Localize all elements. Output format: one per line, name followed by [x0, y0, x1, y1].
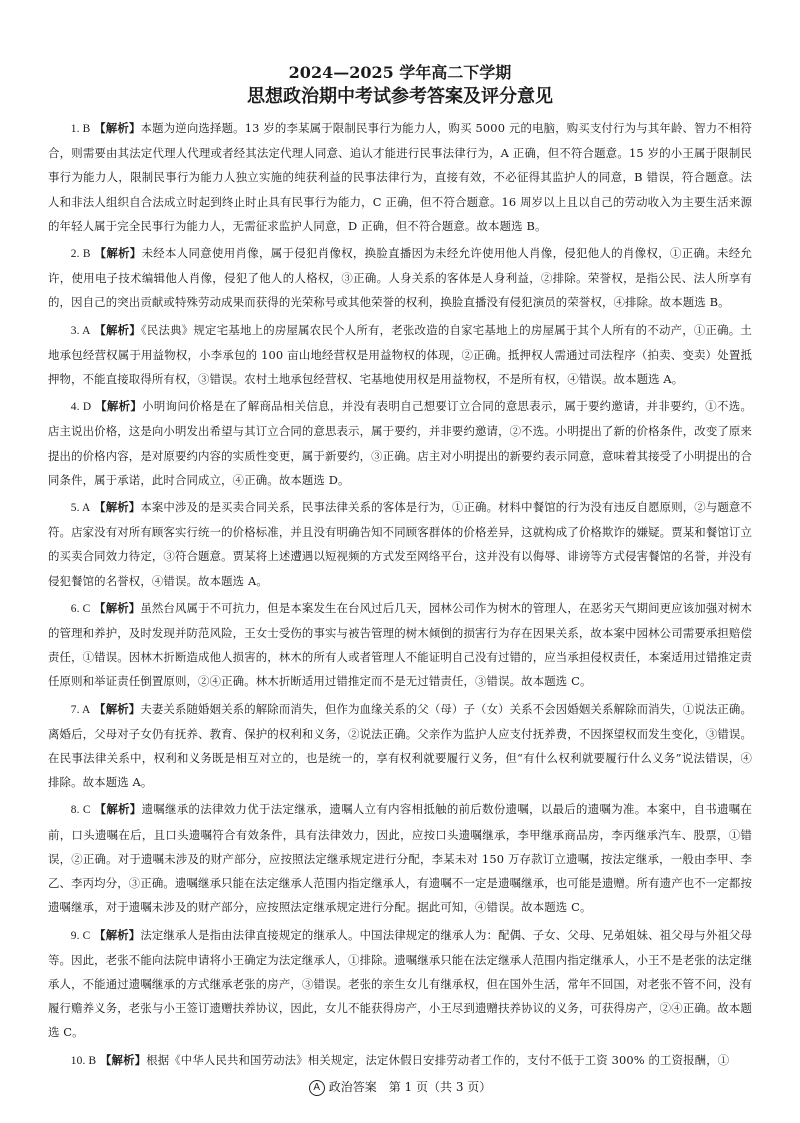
- answer-number: 7. A: [70, 703, 91, 716]
- analysis-tag: 【解析】: [94, 600, 141, 615]
- answer-explanation: 本题为逆向选择题。13 岁的李某属于限制民事行为能力人，购买 5000 元的电脑，购买支付行为与其年龄、智力不相符合，则需要由其法定代理人代理或者经其法定代理人同意、追认才能进行民事法律行为，A 正确，但不符合题意。15 岁的小王属于限制民事行为能力人，限制民事行为能力人独立实施的纯获利益的民事法律行为，直接有效，不必征得其监护人的同意，B 错误，符合题意。法人和非法人组织自合法成立时起到终止时止具有民事行为能力，C 正确，但不符合题意。16 周岁以上且以自己的劳动收入为主要生活来源的年轻人属于完全民事行为能力人，无需征求监护人同意，D 正确，但不符合题意。故本题选 B。: [48, 121, 752, 233]
- document-title: 思想政治期中考试参考答案及评分意见: [247, 86, 553, 107]
- analysis-tag: 【解析】: [94, 701, 141, 716]
- answer-explanation: 遗嘱继承的法律效力优于法定继承，遗嘱人立有内容相抵触的前后数份遗嘱，以最后的遗嘱为准。本案中，自书遗嘱在前，口头遗嘱在后，且口头遗嘱符合有效条件，具有法律效力，因此，应按口头遗嘱继承，李甲继承商品房，李丙继承汽车、股票，①错误，②正确。对于遗嘱未涉及的财产部分，应按照法定继承规定进行分配，李某未对 150 万存款订立遗嘱，按法定继承，一般由李甲、李乙、李丙均分，③正确。遗嘱继承只能在法定继承人范围内指定继承人，有遗嘱不一定是遗嘱继承，也可能是遗赠。所有遗产也不一定都按遗嘱继承，对于遗嘱未涉及的财产部分，应按照法定继承规定进行分配。据此可知，④错误。故本题选 C。: [48, 802, 752, 915]
- answer-item: [48, 797, 752, 919]
- answer-item: [48, 596, 752, 694]
- answer-number: 1. B: [70, 123, 91, 135]
- answer-document: [48, 62, 752, 1076]
- answer-number: 8. C: [70, 804, 91, 817]
- answer-item: [48, 1048, 752, 1073]
- answer-number: 4. D: [70, 401, 92, 414]
- analysis-tag: 【解析】: [95, 399, 143, 414]
- answer-number: 9. C: [70, 929, 91, 942]
- answer-explanation: 虽然台风属于不可抗力，但是本案发生在台风过后几天，园林公司作为树木的管理人，在恶劣天气期间更应该加强对树木的管理和养护，及时发现并防范风险，王女士受伤的事实与被告管理的树木倾倒的损害行为存在因果关系，故本案中园林公司需要承担赔偿责任，①错误。因林木折断造成他人损害的，林木的所有人或者管理人不能证明自己没有过错的，应当承担侵权责任，本案适用过错推定责任原则和举证责任倒置原则，②④正确。林木折断适用过错推定而不是无过错责任，③错误。故本题选 C。: [48, 600, 752, 689]
- answer-number: 5. A: [70, 502, 91, 515]
- circle-a-icon: A: [309, 1080, 325, 1096]
- answer-explanation: 法定继承人是指由法律直接规定的继承人。中国法律规定的继承人为：配偶、子女、父母、兄弟姐妹、祖父母与外祖父母等。因此，老张不能向法院申请将小王确定为法定继承人，①排除。遗嘱继承只能在法定继承人范围内指定继承人，小王不是老张的法定继承人，不能通过遗嘱继承的方式继承老张的房产，③错误。老张的亲生女儿有继承权，但在国外生活，常年不回国，对老张不管不问，没有履行赡养义务，老张与小王签订遗赠扶养协议，因此，女儿不能获得房产，小王尽到遗赠扶养协议的义务，可获得房产，②④正确。故本题选 C。: [48, 927, 752, 1040]
- answer-item: [48, 241, 752, 315]
- answer-number: 6. C: [70, 602, 91, 615]
- answer-explanation: 夫妻关系随婚姻关系的解除而消失，但作为血缘关系的父（母）子（女）关系不会因婚姻关系解除而消失，①说法正确。离婚后，父母对子女仍有抚养、教育、保护的权利和义务，②说法正确。父亲作为监护人应支付抚养费，不因探望权而发生变化，③错误。在民事法律关系中，权利和义务既是相互对立的，也是统一的，享有权利就要履行义务，但“有什么权利就要履行什么义务”说法错误，④排除。故本题选 A。: [48, 701, 752, 790]
- answer-item: [48, 923, 752, 1045]
- analysis-tag: 【解析】: [94, 802, 142, 817]
- page-footer: [0, 1078, 800, 1096]
- answer-item: [48, 116, 752, 238]
- answer-item: [48, 394, 752, 492]
- footer-page-text: 政治答案 第 1 页（共 3 页）: [328, 1080, 492, 1094]
- answer-explanation: 《民法典》规定宅基地上的房屋属农民个人所有，老张改造的自家宅基地上的房屋属于其个人所有的不动产，①正确。土地承包经营权属于用益物权，小李承包的 100 亩山地经营权是用益物权的体现，②正确。抵押权人需通过司法程序（拍卖、变卖）处置抵押物，不能直接取得所有权，③错误。农村土地承包经营权、宅基地使用权是用益物权，不是所有权，④错误。故本题选 A。: [48, 322, 752, 387]
- answer-explanation: 小明询问价格是在了解商品相关信息，并没有表明自己想要订立合同的意思表示，属于要约邀请，并非要约，①不选。店主说出价格，这是向小明发出希望与其订立合同的意思表示，属于要约，并非要约邀请，②不选。小明提出了新的价格条件，改变了原来提出的价格内容，是对原要约内容的实质性变更，属于新要约，③正确。店主对小明提出的新要约表示同意，意味着其接受了小明提出的合同条件，属于承诺，此时合同成立，④正确。故本题选 D。: [48, 399, 752, 487]
- answer-explanation: 根据《中华人民共和国劳动法》相关规定，法定休假日安排劳动者工作的，支付不低于工资 300% 的工资报酬，①: [146, 1052, 730, 1067]
- answer-explanation: 未经本人同意使用肖像，属于侵犯肖像权，换脸直播因为未经允许使用他人肖像，侵犯他人的肖像权，①正确。未经允许，使用电子技术编辑他人肖像，侵犯了他人的人格权，③正确。人身关系的客体是人身利益，②排除。荣誉权，是指公民、法人所享有的，因自己的突出贡献或特殊劳动成果而获得的光荣称号或其他荣誉的权利，换脸直播没有侵犯演员的荣誉权，④排除。故本题选 B。: [48, 246, 752, 310]
- analysis-tag: 【解析】: [94, 322, 141, 337]
- answer-number: 10. B: [70, 1054, 97, 1067]
- analysis-tag: 【解析】: [94, 927, 141, 942]
- answer-list: [48, 116, 752, 1073]
- document-title-year: 2024—2025 学年高二下学期: [288, 63, 512, 82]
- answer-item: [48, 318, 752, 392]
- answer-item: [48, 697, 752, 795]
- analysis-tag: 【解析】: [94, 121, 141, 135]
- answer-explanation: 本案中涉及的是买卖合同关系，民事法律关系的客体是行为，①正确。材料中餐馆的行为没有违反自愿原则，②与题意不符。店家没有对所有顾客实行统一的价格标准，并且没有明确告知不同顾客群体的价格差异，这就构成了价格欺诈的嫌疑。贾某和餐馆订立的买卖合同效力待定，③符合题意。贾某将上述遭遇以短视频的方式发至网络平台，这并没有以侮辱、诽谤等方式侵害餐馆的名誉，并没有侵犯餐馆的名誉权，④错误。故本题选 A。: [48, 500, 752, 588]
- analysis-tag: 【解析】: [94, 246, 142, 261]
- answer-item: [48, 495, 752, 593]
- analysis-tag: 【解析】: [94, 500, 141, 515]
- answer-number: 3. A: [70, 324, 91, 337]
- answer-number: 2. B: [70, 248, 91, 261]
- analysis-tag: 【解析】: [100, 1052, 147, 1067]
